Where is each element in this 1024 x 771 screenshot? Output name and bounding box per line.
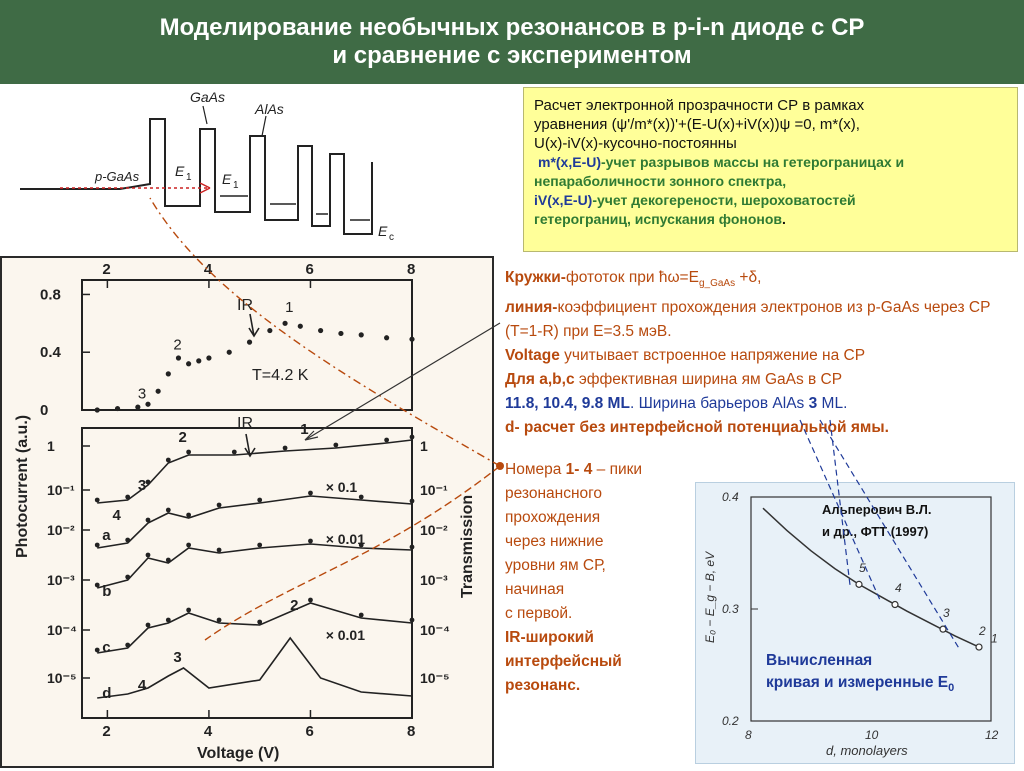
curve-label: a bbox=[102, 527, 111, 544]
theory-line-3: U(x)-iV(x)-кусочно-постоянны bbox=[534, 135, 737, 152]
main-y-right-tick: 1 bbox=[420, 438, 428, 454]
calc-x-tick: 12 bbox=[985, 728, 999, 742]
title-line-2: и сравнение с экспериментом bbox=[332, 42, 692, 69]
label-gaas: GaAs bbox=[190, 89, 226, 105]
calc-y-tick: 0.3 bbox=[722, 602, 739, 616]
theory-line-7: гетерограниц, испускания фононов. bbox=[534, 211, 786, 227]
main-y-right-tick: 10⁻¹ bbox=[420, 482, 448, 498]
main-y-right-tick: 10⁻³ bbox=[420, 572, 448, 588]
label-ec: E bbox=[378, 223, 388, 239]
calc-point-label: 3 bbox=[943, 605, 950, 620]
inset-temp-label: T=4.2 K bbox=[252, 367, 309, 384]
calc-y-label: E₀ − E_g − B, eV bbox=[703, 551, 717, 643]
main-y-tick: 10⁻² bbox=[47, 522, 75, 538]
main-y-right-tick: 10⁻⁴ bbox=[420, 622, 450, 638]
inset-ir-label: IR bbox=[237, 297, 253, 314]
inset-peak-label: 2 bbox=[173, 336, 182, 354]
label-ec-sub: c bbox=[389, 232, 394, 243]
desc-d: d- расчет без интерфейсной потенциальной ямы. bbox=[505, 419, 889, 437]
peak-label: 2 bbox=[178, 429, 187, 446]
theory-line-1: Расчет электронной прозрачности СР в рамках bbox=[534, 97, 865, 114]
inset-x-tick: 2 bbox=[102, 261, 111, 278]
label-e1-second: E bbox=[222, 171, 232, 187]
calc-caption: Вычисленная кривая и измеренные $E_0$ bbox=[766, 652, 955, 695]
scale-label: × 0.1 bbox=[325, 479, 358, 495]
label-alas: AlAs bbox=[255, 101, 284, 117]
peak-label: 3 bbox=[137, 477, 147, 494]
calc-point-label: 1 bbox=[991, 631, 998, 646]
main-y-tick: 10⁻³ bbox=[47, 572, 75, 588]
desc-voltage: Voltage учитывает встроенное напряжение на СР bbox=[505, 347, 866, 365]
calc-point-label: 5 bbox=[859, 561, 866, 576]
main-y-tick: 1 bbox=[47, 438, 55, 454]
main-x-tick: 6 bbox=[305, 723, 314, 740]
calc-x-tick: 8 bbox=[745, 728, 752, 742]
main-y-right-tick: 10⁻² bbox=[420, 522, 448, 538]
theory-line-4: m*(x,E-U)-учет разрывов массы на гетерограницах и bbox=[538, 154, 905, 170]
curve-label: d bbox=[102, 685, 112, 702]
calc-point-label: 2 bbox=[979, 623, 986, 638]
y-axis-right-label: Transmission bbox=[459, 494, 476, 598]
peaks-text: Номера 1- 4 – пики резонансного прохождения через нижние уровни ям СР, начиная с первой. IR-широкий интерфейсный резонанс. bbox=[505, 461, 643, 694]
peak-label: 4 bbox=[137, 677, 147, 694]
inset-x-tick: 8 bbox=[407, 261, 416, 278]
calc-y-tick: 0.2 bbox=[722, 714, 739, 728]
main-x-tick: 8 bbox=[407, 723, 416, 740]
main-y-tick: 10⁻¹ bbox=[47, 482, 75, 498]
main-x-tick: 2 bbox=[102, 723, 111, 740]
arrow-origin-dot bbox=[496, 462, 504, 470]
inset-x-tick: 4 bbox=[203, 261, 213, 278]
desc-ml: 11.8, 10.4, 9.8 ML. Ширина барьеров AlAs 3 ML. bbox=[505, 395, 848, 413]
scale-label: × 0.01 bbox=[325, 531, 366, 547]
curve-label: c bbox=[102, 639, 111, 656]
curve-label: b bbox=[102, 583, 112, 600]
peak-label: 3 bbox=[173, 649, 182, 666]
main-y-tick: 10⁻⁴ bbox=[47, 622, 77, 638]
calc-x-label: d, monolayers bbox=[826, 743, 908, 758]
y-axis-label: Photocurrent (a.u.) bbox=[14, 414, 31, 558]
main-ir-label: IR bbox=[237, 415, 253, 432]
main-y-tick: 10⁻⁵ bbox=[47, 670, 77, 686]
label-p-gaas: p-GaAs bbox=[95, 169, 140, 184]
peak-label: 4 bbox=[112, 507, 121, 524]
calc-x-tick: 10 bbox=[865, 728, 879, 742]
reference: Альперович В.Л. и др., ФТТ (1997) bbox=[822, 502, 932, 539]
desc-line: линия-коэффициент прохождения электронов из p-GaAs через СР (T=1-R) при E=3.5 мэВ. bbox=[505, 299, 991, 341]
desc-circles: Кружки-фототок при $ħ\omega=E_{g\_GaAs} +\delta$, bbox=[505, 269, 762, 290]
inset-y-tick: 0.8 bbox=[40, 286, 61, 304]
inset-peak-label: 1 bbox=[285, 298, 294, 316]
inset-y-tick: 0.4 bbox=[40, 344, 61, 362]
main-y-right-tick: 10⁻⁵ bbox=[420, 670, 450, 686]
label-e1-first: E bbox=[175, 163, 185, 179]
theory-line-5: непараболичности зонного спектра, bbox=[534, 173, 787, 189]
calc-point-label: 4 bbox=[895, 581, 902, 596]
desc-abc: Для a,b,c эффективная ширина ям GaAs в СР bbox=[505, 371, 843, 389]
peak-label: 2 bbox=[290, 597, 299, 614]
label-e1-second-sub: 1 bbox=[233, 180, 239, 191]
main-x-tick: 4 bbox=[203, 723, 213, 740]
title-line-1: Моделирование необычных резонансов в p-i-n диоде с СР bbox=[159, 14, 865, 41]
inset-x-tick: 6 bbox=[305, 261, 314, 278]
x-axis-label: Voltage (V) bbox=[197, 745, 280, 762]
inset-y-tick: 0 bbox=[40, 402, 49, 419]
scale-label: × 0.01 bbox=[325, 627, 366, 643]
calc-y-tick: 0.4 bbox=[722, 490, 739, 504]
label-e1-first-sub: 1 bbox=[186, 172, 192, 183]
inset-peak-label: 3 bbox=[137, 385, 147, 403]
theory-line-6: iV(x,E-U)-учет декогерености, шероховатостей bbox=[534, 192, 856, 208]
theory-line-2: уравнения (ψ'/m*(x))'+(E-U(x)+iV(x))ψ =0, m*(x), bbox=[534, 116, 860, 133]
peak-label: 1 bbox=[300, 421, 309, 438]
